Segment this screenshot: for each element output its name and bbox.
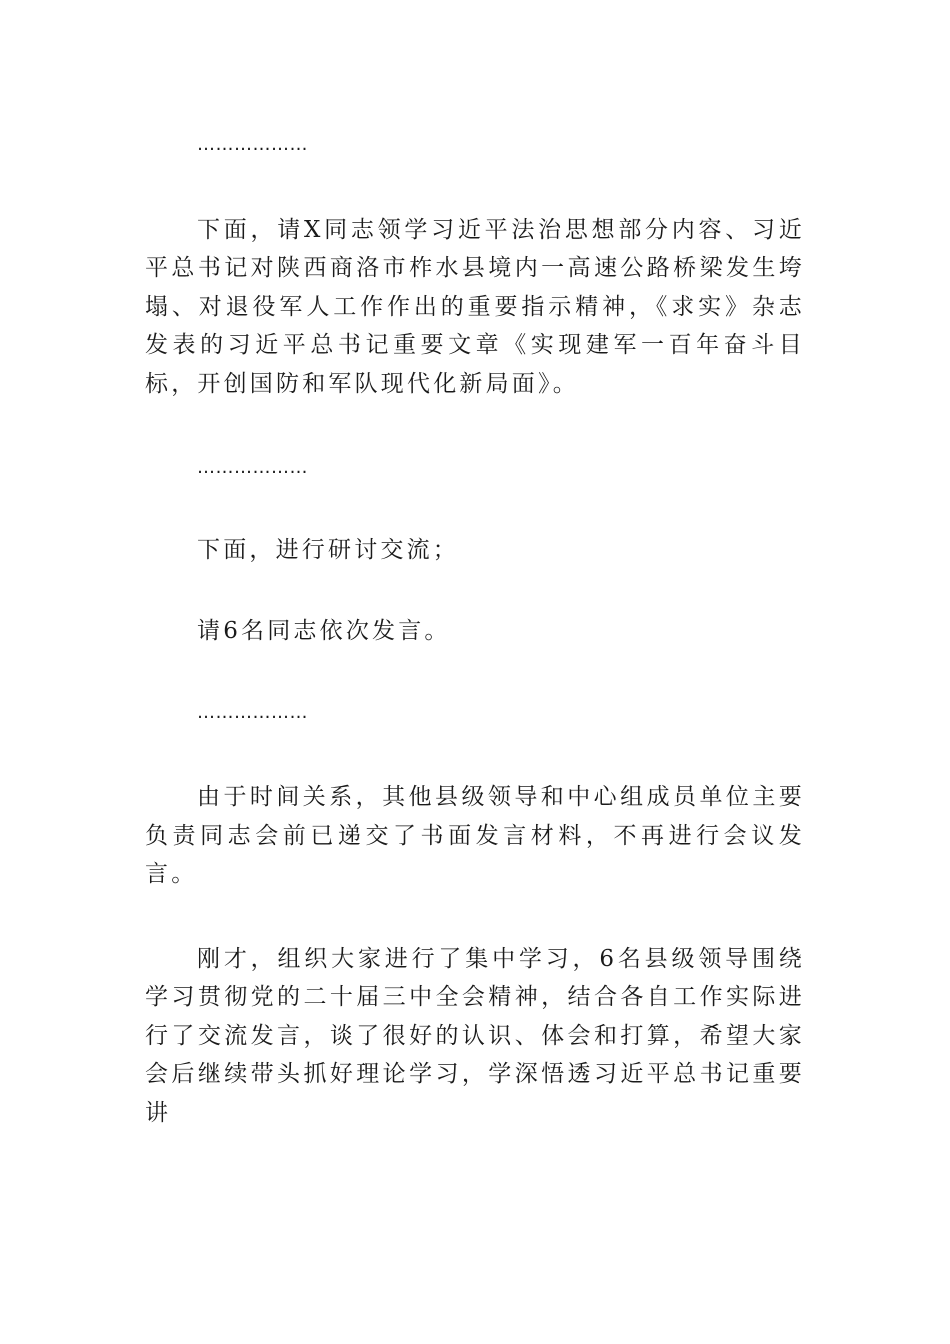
spacer	[145, 651, 805, 694]
separator-dots: ………………	[197, 134, 308, 155]
spacer	[145, 165, 805, 211]
spacer	[145, 403, 805, 449]
spacer	[145, 732, 805, 778]
paragraph-discussion: 下面，进行研讨交流；	[197, 536, 459, 563]
paragraph-summary: 刚才，组织大家进行了集中学习，6名县级领导围绕学习贯彻党的二十届三中全会精神，结合各自工作实际进行了交流发言，谈了很好的认识、体会和打算，希望大家会后继续带头抓好理论学习，学深悟透习近平总书记重要讲	[145, 945, 805, 1126]
spacer	[145, 488, 805, 531]
paragraph-speakers: 请6名同志依次发言。	[197, 618, 451, 644]
spacer	[145, 569, 805, 612]
separator-dots: ………………	[197, 701, 308, 723]
document-body	[145, 126, 805, 1132]
paragraph-written-materials: 由于时间关系，其他县级领导和中心组成员单位主要负责同志会前已递交了书面发言材料，不再进行会议发言。	[145, 784, 805, 887]
separator-dots: ………………	[197, 457, 308, 478]
paragraph-study-content: 下面，请X同志领学习近平法治思想部分内容、习近平总书记对陕西商洛市柞水县境内一高速公路桥梁发生垮塌、对退役军人工作作出的重要指示精神，《求实》杂志发表的习近平总书记重要文章《实现建军一百年奋斗目标，开创国防和军队现代化新局面》。	[145, 216, 805, 397]
spacer	[145, 894, 805, 940]
